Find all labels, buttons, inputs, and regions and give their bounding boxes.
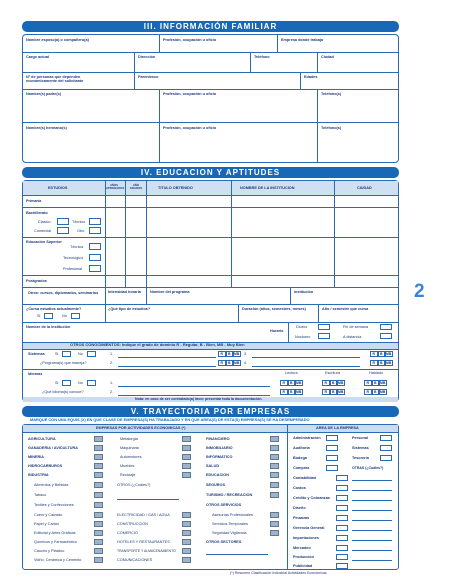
lang-1-writing[interactable]: R B MB — [322, 380, 345, 386]
chk-rubber[interactable] — [94, 548, 103, 554]
area-warehouse: Bodega — [293, 456, 307, 460]
chk-furniture[interactable] — [182, 463, 191, 469]
higher-ed-label: Educación Superior — [26, 240, 62, 244]
col-year-graduated: AÑO GRADOS — [129, 183, 143, 191]
day-checkbox[interactable] — [318, 324, 330, 330]
parents-phone-label: Teléfono(s) — [321, 92, 342, 96]
distance-label: A distancia — [343, 335, 362, 339]
page-number: 2 — [414, 281, 425, 302]
cat-metallurgy: Metalurgia — [120, 437, 138, 441]
lang-2-writing[interactable]: R B MB — [322, 389, 345, 395]
current-studies-yes[interactable] — [44, 313, 53, 319]
area-accounting: Contabilidad — [293, 476, 316, 480]
section-5-title: V. TRAYECTORIA POR EMPRESAS — [22, 406, 399, 417]
prog-3-num: 3. — [244, 352, 248, 356]
chk-marketing[interactable] — [336, 545, 348, 551]
job-title-label: Cargo actual — [26, 55, 49, 59]
relationship-label: Parentesco — [138, 75, 159, 79]
economic-activity-header: EMPRESAS POR ACTIVIDADES ECONOMICAS (*) — [96, 426, 186, 430]
chk-tobacco[interactable] — [94, 492, 103, 498]
technological-label: Tecnológico — [63, 256, 84, 260]
chk-accounting[interactable] — [336, 475, 348, 481]
footnote: (*) Resumen Clasificación Industrial Actividades Económicas — [230, 571, 327, 575]
chk-food[interactable] — [94, 482, 103, 488]
col-studies: ESTUDIOS — [48, 186, 68, 190]
chk-real-estate[interactable] — [270, 445, 279, 451]
chk-advertising[interactable] — [336, 563, 348, 569]
classic-label: Clásico — [38, 220, 51, 224]
prog-3-rating[interactable]: R B MB — [370, 351, 393, 357]
chk-livestock[interactable] — [94, 445, 103, 451]
chk-it[interactable] — [270, 454, 279, 460]
technical-ed-label: Técnica — [70, 245, 84, 249]
chk-industry[interactable] — [94, 472, 103, 478]
siblings-profession-label: Profesión, ocupación u oficio — [163, 126, 217, 130]
cat-communications: COMUNICACIONES — [117, 558, 153, 562]
prog-1-num: 1. — [110, 352, 114, 356]
commercial-label: Comercial — [34, 229, 52, 233]
area-treasury: Tesorería — [352, 456, 369, 460]
col-degree: TITULO OBTENIDO — [158, 186, 193, 190]
chk-treasury[interactable] — [380, 455, 392, 461]
chk-production[interactable] — [336, 554, 348, 560]
chk-glass[interactable] — [94, 557, 103, 563]
chk-metallurgy[interactable] — [182, 436, 191, 442]
chk-communications[interactable] — [182, 557, 191, 563]
night-checkbox[interactable] — [318, 333, 330, 339]
lang-2-num: 2. — [110, 390, 114, 394]
cat-livestock: GANADERIA / AVICULTURA — [28, 446, 78, 450]
cat-mining: MINERIA — [28, 455, 45, 459]
other-courses-label: Otros: cursos, diplomados, seminarios — [27, 291, 99, 295]
day-label: Diurno — [296, 325, 308, 329]
lang-2-speaking[interactable]: R B MB — [364, 389, 387, 395]
primary-label: Primaria — [26, 199, 42, 203]
section-5-intro: MARQUE CON UNA EQUIS (X) EN QUE CLASE DE EMPRESA(S) HA TRABAJADO Y EN QUE AREA(S) DE ESTA(S) EMPRESA(S) SE HA DESEMPEÑADO — [30, 417, 310, 422]
technical-checkbox[interactable] — [89, 218, 101, 225]
high-school-label: Bachillerato — [26, 211, 48, 215]
parents-profession-label: Profesión, ocupación u oficio — [163, 92, 217, 96]
cat-leather: Cuero y Calzado — [34, 513, 63, 517]
cat-paper: Papel y Cartón — [34, 522, 60, 526]
chk-consulting[interactable] — [270, 512, 279, 518]
family-info-frame — [22, 34, 399, 163]
chk-leather[interactable] — [94, 512, 103, 518]
current-studies-no[interactable] — [71, 313, 80, 319]
hours-label: Intensidad horaria — [108, 290, 141, 294]
reading-label: Lectura — [285, 371, 298, 375]
cat-automotive: Automotores — [120, 455, 142, 459]
lang-no-label: No — [78, 381, 83, 385]
duration-label: Duración (años, semestres, meses) — [242, 307, 306, 311]
section-3-title: III. INFORMACIÓN FAMILIAR — [22, 21, 399, 32]
col-institution: NOMBRE DE LA INSTITUCION — [240, 186, 295, 190]
chk-paper[interactable] — [94, 521, 103, 527]
cat-health: SALUD — [206, 464, 220, 468]
other-checkbox[interactable] — [89, 227, 101, 234]
languages-label: Idiomas — [28, 372, 43, 376]
professional-checkbox[interactable] — [89, 265, 101, 272]
area-production: Producción — [293, 555, 314, 559]
chk-tourism[interactable] — [270, 492, 279, 498]
cat-machinery: Maquinaria — [120, 446, 139, 450]
prog-4-rating[interactable]: R B MB — [370, 360, 393, 366]
cat-publishing: Editorial y Artes Gráficas — [34, 531, 76, 535]
cat-food: Alimentos y Bebidas — [34, 483, 69, 487]
chk-insurance[interactable] — [270, 482, 279, 488]
prog-1-rating[interactable]: R B MB — [218, 351, 241, 357]
chk-automotive[interactable] — [182, 454, 191, 460]
writing-label: Escritura — [325, 371, 340, 375]
prog-2-rating[interactable]: R B MB — [218, 360, 241, 366]
other-label: Otro — [77, 229, 85, 233]
other-knowledge-header: OTROS CONOCIMIENTOS: Indique el grado de dominio R - Regular, B - Bien, MB - Muy Bien — [70, 342, 245, 347]
cat-others: OTROS (¿Cuáles?) — [117, 483, 151, 487]
current-studies-label: ¿Cursa estudios actualmente? — [26, 307, 82, 311]
chk-health[interactable] — [270, 463, 279, 469]
siblings-label: Nombre(s) hermano(s) — [26, 126, 67, 130]
cat-recycling: Reciclaje — [120, 473, 136, 477]
phone-label: Teléfono — [254, 55, 270, 59]
cat-hydrocarbons: HIDROCARBUROS — [28, 464, 63, 468]
area-imports: Importaciones — [293, 536, 319, 540]
area-personnel: Personal — [352, 436, 369, 440]
cat-tobacco: Tabaco — [34, 493, 47, 497]
area-administration: Administración — [293, 436, 321, 440]
chk-construction[interactable] — [182, 521, 191, 527]
chk-warehouse[interactable] — [326, 455, 338, 461]
siblings-phone-label: Teléfono(s) — [321, 126, 342, 130]
commercial-checkbox[interactable] — [57, 227, 69, 234]
systems-yes[interactable] — [62, 351, 71, 357]
no-label: No — [62, 314, 67, 318]
schedule-label: Horario — [270, 329, 284, 333]
chk-commerce[interactable] — [182, 530, 191, 536]
cat-construction: CONSTRUCCION — [117, 522, 149, 526]
cat-insurance: SEGUROS — [206, 483, 225, 487]
chk-education[interactable] — [270, 472, 279, 478]
sys-no-label: No — [78, 352, 83, 356]
chk-systems[interactable] — [380, 445, 392, 451]
address-label: Dirección — [138, 55, 156, 59]
cat-consulting: Asesorías Profesionales — [212, 513, 253, 517]
classic-checkbox[interactable] — [57, 218, 69, 225]
area-advertising: Publicidad — [293, 564, 313, 568]
semester-label: Año / semestre que cursa — [322, 307, 369, 311]
area-finance: Finanzas — [293, 516, 310, 520]
area-costs: Costos — [293, 486, 306, 490]
area-design: Diseño — [293, 506, 306, 510]
lang-1-num: 1. — [110, 381, 114, 385]
cat-temp-services: Servicios Temporales — [212, 522, 249, 526]
technological-checkbox[interactable] — [89, 254, 101, 261]
cat-textiles: Textiles y Confecciones — [34, 503, 74, 507]
col-city: CIUDAD — [357, 186, 372, 190]
which-languages-label: ¿Qué idioma(s) conoce? — [42, 390, 84, 394]
chk-temp-services[interactable] — [270, 521, 279, 527]
spouse-label: Nombre esposo(a) o compañero(a) — [26, 38, 89, 42]
cat-security: Seguridad Vigilancia — [212, 531, 247, 535]
weekend-checkbox[interactable] — [380, 324, 392, 330]
company-area-header: AREA DE LA EMPRESA — [316, 426, 359, 430]
cat-education: EDUCACION — [206, 473, 229, 477]
cat-transport: TRANSPORTE Y ALMACENAMIENTO — [117, 549, 176, 553]
speaking-label: Hablado — [369, 371, 384, 375]
chk-credit[interactable] — [336, 495, 348, 501]
postgrad-label: Postgrados — [26, 279, 47, 283]
section-4-title: IV. EDUCACION Y APTITUDES — [22, 167, 399, 178]
cat-tourism: TURISMO / RECREACION — [206, 493, 253, 497]
languages-no[interactable] — [87, 380, 96, 386]
chk-finance[interactable] — [336, 515, 348, 521]
chk-financial[interactable] — [270, 436, 279, 442]
profession-label: Profesión, ocupación u oficio — [163, 38, 217, 42]
weekend-label: Fin de semana — [343, 325, 369, 329]
lang-1-speaking[interactable]: R B MB — [364, 380, 387, 386]
cat-it: INFORMATICO — [206, 455, 233, 459]
lang-1-reading[interactable]: R B MB — [280, 380, 303, 386]
chk-machinery[interactable] — [182, 445, 191, 451]
institution-name-label: Nombre de la institución — [26, 325, 71, 329]
parents-label: Nombre(s) padre(s) — [26, 92, 62, 96]
chk-textiles[interactable] — [94, 502, 103, 508]
chk-management[interactable] — [336, 525, 348, 531]
chk-mining[interactable] — [94, 454, 103, 460]
area-purchasing: Compras — [293, 466, 310, 470]
yes-label: Si — [37, 314, 41, 318]
night-label: Nocturno — [295, 335, 311, 339]
chk-costs[interactable] — [336, 485, 348, 491]
chk-administration[interactable] — [326, 435, 338, 441]
chk-purchasing[interactable] — [326, 465, 338, 471]
employer-label: Empresa donde trabaja — [281, 38, 323, 42]
area-systems: Sistemas — [352, 446, 369, 450]
cat-hotels: HOTELES Y RESTAURANTES — [117, 540, 170, 544]
study-type-label: ¿Qué tipo de estudios? — [108, 307, 151, 311]
cat-financial: FINANCIERO — [206, 437, 230, 441]
col-years-approved: AÑOS APROBADOS — [106, 183, 125, 191]
area-other: OTRAS (¿Cuáles?) — [352, 466, 384, 470]
chk-chemicals[interactable] — [94, 539, 103, 545]
distance-checkbox[interactable] — [380, 333, 392, 339]
technical-ed-checkbox[interactable] — [89, 243, 101, 250]
chk-transport[interactable] — [182, 548, 191, 554]
dependents-label: Nº de personas que dependen económicamente del solicitante — [26, 75, 84, 84]
city-label: Ciudad — [321, 55, 334, 59]
cat-other-services: OTROS SERVICIOS — [206, 503, 242, 507]
chk-hotels[interactable] — [182, 539, 191, 545]
area-management: Gerencia General — [293, 526, 325, 530]
cat-real-estate: INMOBILIARIO — [206, 446, 233, 450]
chk-hydrocarbons[interactable] — [94, 463, 103, 469]
note-text: Nota: en caso de ser contratado(a) favor presentar toda la documentación. — [135, 397, 263, 401]
technical-label: Técnico — [72, 220, 86, 224]
institution-label: Institución — [294, 290, 314, 294]
systems-label: Sistemas — [28, 352, 45, 356]
cat-agriculture: AGRICULTURA — [28, 437, 56, 441]
cat-utilities: ELECTRICIDAD / GAS / AGUA — [117, 513, 170, 517]
ages-label: Edades — [304, 75, 318, 79]
chk-design[interactable] — [336, 505, 348, 511]
chk-publishing[interactable] — [94, 530, 103, 536]
cat-other-sectors: OTROS SECTORES — [206, 540, 242, 544]
program-name-label: Nombre del programa — [150, 290, 190, 294]
sys-yes-label: Si — [55, 352, 59, 356]
programs-label: ¿Programa(s) que maneja? — [40, 361, 87, 365]
systems-no[interactable] — [87, 351, 96, 357]
lang-yes-label: Si — [55, 381, 59, 385]
cat-furniture: Muebles — [120, 464, 135, 468]
professional-label: Profesional — [63, 267, 82, 271]
languages-yes[interactable] — [62, 380, 71, 386]
area-credit: Crédito y Cobranzas — [293, 496, 330, 500]
cat-rubber: Caucho y Plástico — [34, 549, 65, 553]
chk-recycling[interactable] — [182, 472, 191, 478]
chk-agriculture[interactable] — [94, 436, 103, 442]
cat-chemicals: Químicos y Farmacéutico — [34, 540, 78, 544]
chk-security[interactable] — [270, 530, 279, 536]
cat-industry: INDUSTRIA — [28, 473, 49, 477]
chk-utilities[interactable] — [182, 512, 191, 518]
cat-glass: Vidrio, Cerámica y Cemento — [34, 558, 82, 562]
prog-4-num: 4. — [244, 361, 248, 365]
area-audit: Auditoría — [293, 446, 310, 450]
chk-imports[interactable] — [336, 535, 348, 541]
area-marketing: Mercadeo — [293, 546, 311, 550]
chk-personnel[interactable] — [380, 435, 392, 441]
chk-audit[interactable] — [326, 445, 338, 451]
cat-commerce: COMERCIO — [117, 531, 138, 535]
lang-2-reading[interactable]: R B MB — [280, 389, 303, 395]
prog-2-num: 2. — [110, 361, 114, 365]
